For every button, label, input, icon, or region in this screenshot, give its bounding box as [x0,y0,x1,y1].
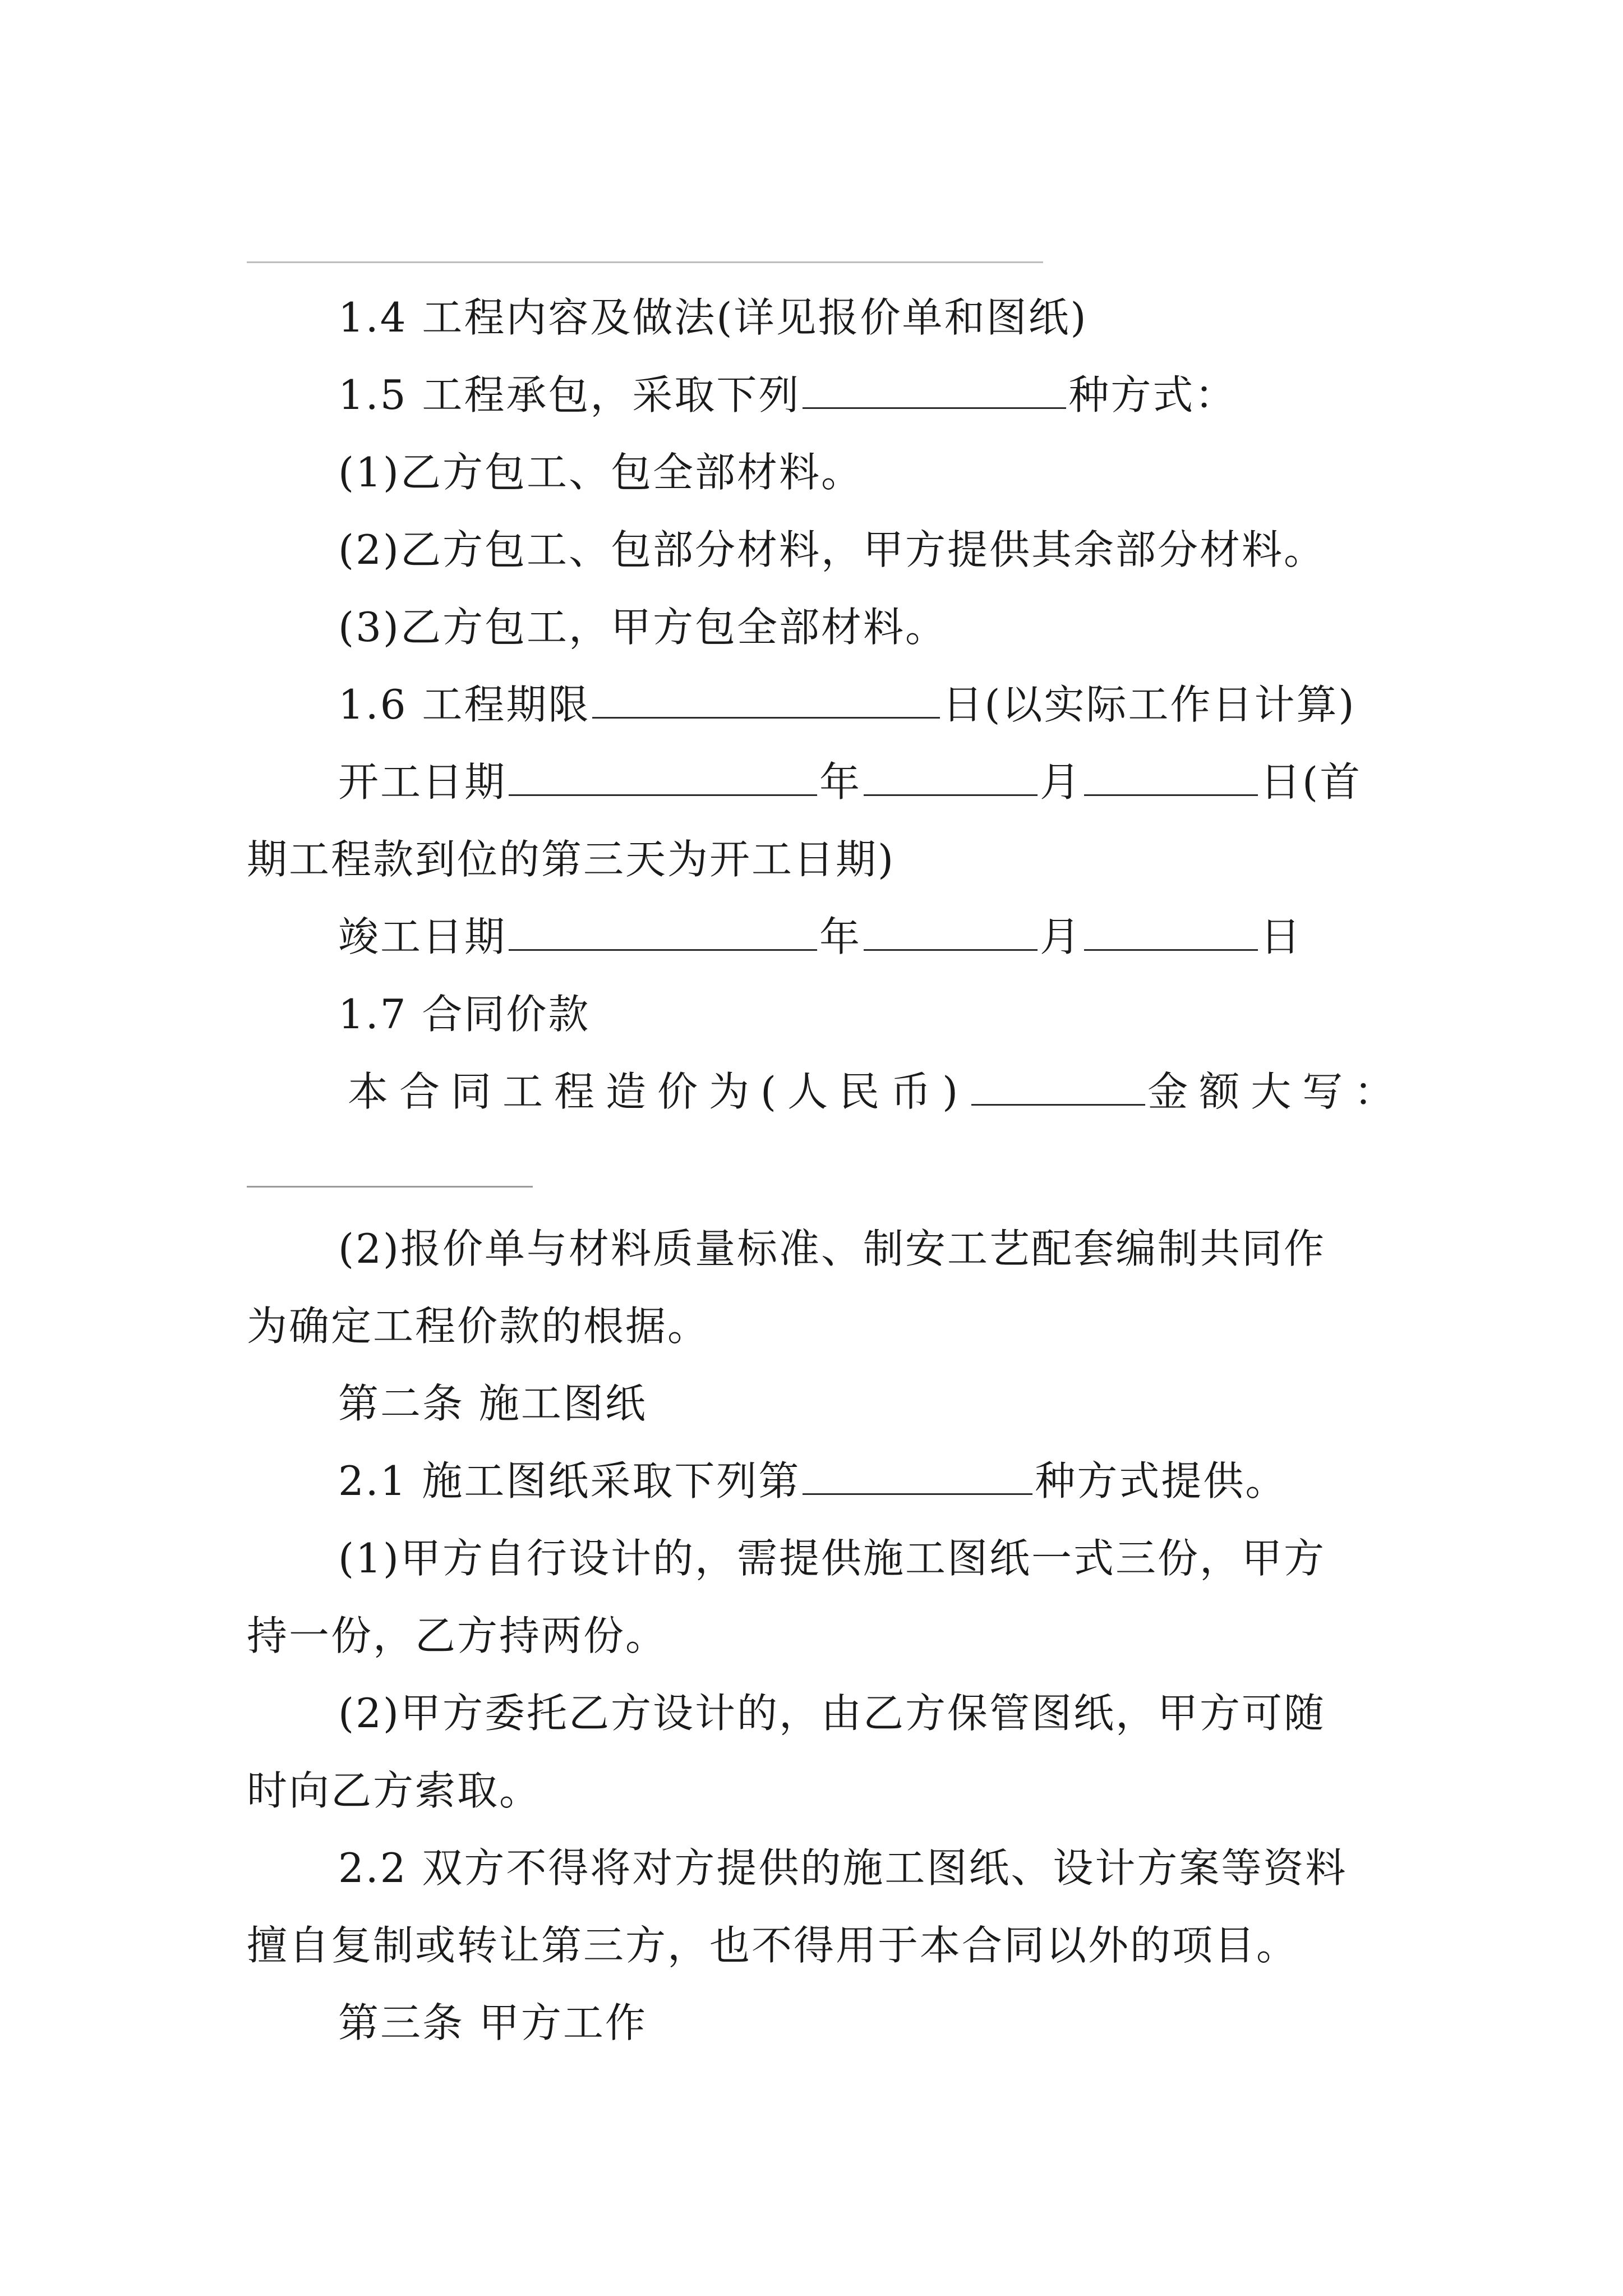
article-3-heading-text: 第三条 甲方工作 [338,1999,647,2046]
drawing-option-1a-text: (1)甲方自行设计的，需提供施工图纸一式三份，甲方 [338,1535,1326,1582]
option-2-text: (2)乙方包工、包部分材料，甲方提供其余部分材料。 [338,526,1326,573]
duration-blank[interactable] [592,678,940,719]
start-year-blank[interactable] [509,755,817,796]
drawing-option-1a [338,1530,1326,1586]
pricing-basis-1 [338,1221,1326,1277]
completion-year-label: 年 [819,913,862,960]
clause-2-1-text: 2.1 施工图纸采取下列第 [338,1457,801,1504]
completion-date-label: 竣工日期 [338,913,507,960]
start-date-line [338,754,1362,810]
option-2 [338,522,1326,578]
contract-price-label: 本合同工程造价为(人民币) [348,1068,970,1115]
start-date-note [247,831,895,887]
amount-in-words-blank[interactable] [247,1186,533,1188]
start-day-blank[interactable] [1084,755,1258,796]
clause-1-4-text: 1.4 工程内容及做法(详见报价单和图纸) [338,294,1088,341]
start-year-label: 年 [819,758,862,806]
article-3-heading [338,1995,647,2051]
pricing-basis-1-text: (2)报价单与材料质量标准、制安工艺配套编制共同作 [338,1225,1326,1272]
completion-day-label: 日 [1260,913,1303,960]
clause-2-2b-text: 擅自复制或转让第三方，也不得用于本合同以外的项目。 [247,1922,1299,1969]
start-month-label: 月 [1040,758,1082,806]
start-month-blank[interactable] [864,755,1038,796]
clause-1-5-text: 1.5 工程承包，采取下列 [338,371,801,418]
clause-1-6-suffix: 日(以实际工作日计算) [942,681,1356,728]
clause-2-2b [247,1917,1298,1973]
clause-1-7-text: 1.7 合同价款 [338,991,591,1038]
clause-2-2a [338,1840,1347,1896]
completion-day-blank[interactable] [1084,910,1258,951]
option-1-text: (1)乙方包工、包全部材料。 [338,449,863,496]
drawing-option-1b [247,1608,667,1664]
completion-date-line [338,909,1302,965]
clause-2-2a-text: 2.2 双方不得将对方提供的施工图纸、设计方案等资料 [338,1844,1348,1892]
clause-2-1 [338,1453,1287,1509]
clause-1-6 [338,677,1356,733]
drawing-option-2b [247,1763,541,1819]
drawing-option-2b-text: 时向乙方索取。 [247,1767,542,1814]
amount-in-words-label: 金额大写： [1147,1068,1406,1115]
start-date-note-text: 期工程款到位的第三天为开工日期) [247,836,896,883]
completion-month-label: 月 [1040,913,1082,960]
article-2-heading [338,1375,647,1432]
clause-1-7 [338,986,590,1042]
completion-year-blank[interactable] [509,910,817,951]
option-3-text: (3)乙方包工，甲方包全部材料。 [338,604,947,651]
start-date-label: 开工日期 [338,758,507,806]
clause-1-5 [338,367,1237,423]
contract-mode-blank[interactable] [803,368,1066,409]
price-amount-blank[interactable] [971,1065,1145,1106]
article-2-heading-text: 第二条 施工图纸 [338,1380,647,1427]
clause-1-5-suffix: 种方式： [1068,371,1237,418]
option-1 [338,444,863,500]
drawing-option-2a [338,1685,1326,1741]
top-rule [247,261,1043,263]
clause-2-1-suffix: 种方式提供。 [1035,1457,1288,1504]
contract-price-line [348,1064,1405,1120]
drawing-option-2a-text: (2)甲方委托乙方设计的，由乙方保管图纸，甲方可随 [338,1690,1326,1737]
drawing-option-1b-text: 持一份，乙方持两份。 [247,1612,668,1659]
pricing-basis-2 [247,1298,709,1354]
start-day-label: 日(首 [1260,758,1362,806]
clause-1-4 [338,289,1088,346]
drawing-mode-blank[interactable] [803,1454,1032,1495]
option-3 [338,599,947,655]
clause-1-6-text: 1.6 工程期限 [338,681,591,728]
pricing-basis-2-text: 为确定工程价款的根据。 [247,1303,710,1350]
completion-month-blank[interactable] [864,910,1038,951]
